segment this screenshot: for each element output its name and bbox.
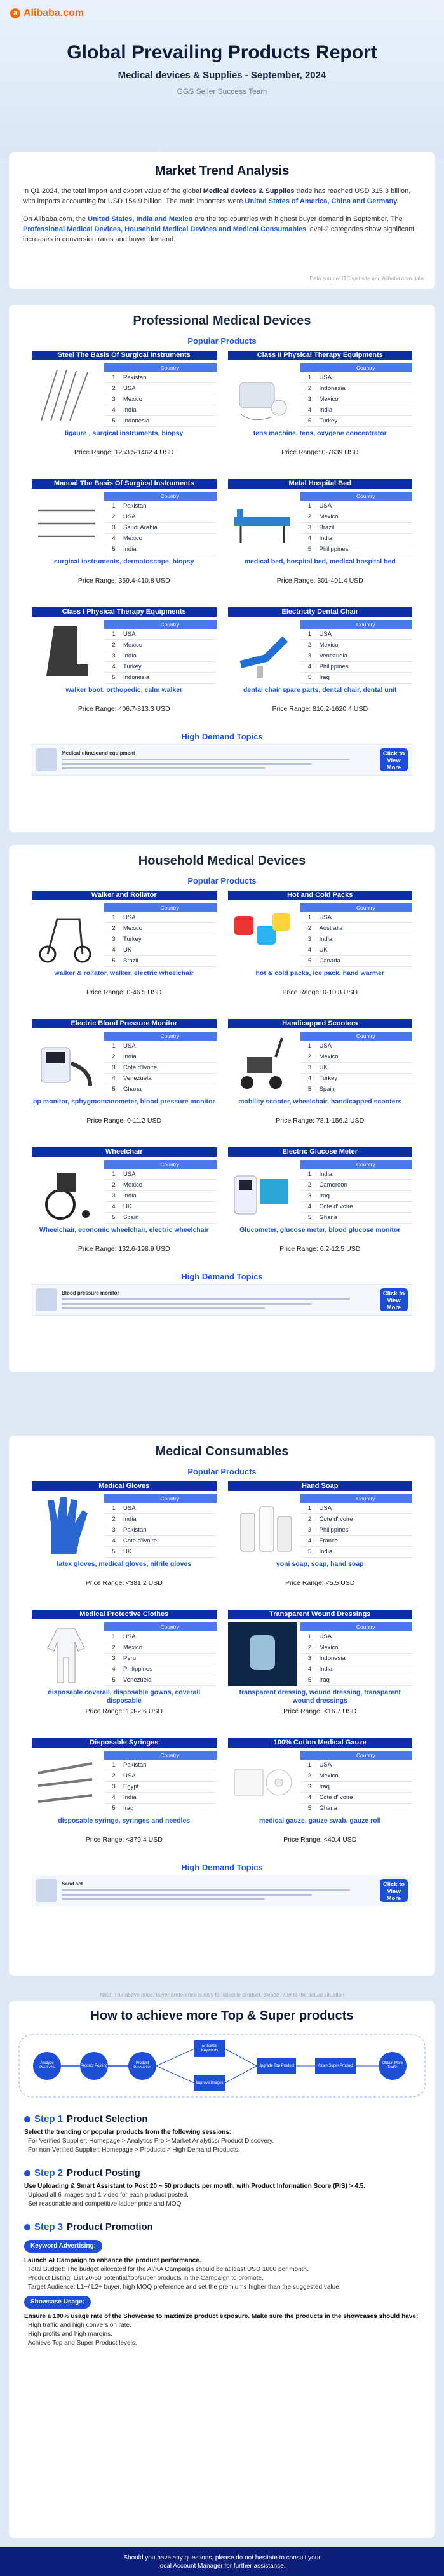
how-to-section bbox=[9, 2001, 435, 2538]
topic-title: Sand set bbox=[62, 1881, 83, 1887]
country-row: 1 USA bbox=[300, 629, 413, 640]
country-row: 2 Mexico bbox=[300, 1051, 413, 1062]
category-title: Household Medical Devices bbox=[138, 854, 306, 868]
country-row: 4 Turkey bbox=[104, 661, 217, 672]
high-demand-heading: High Demand Topics bbox=[181, 732, 263, 741]
country-row: 2 Mexico bbox=[300, 1642, 413, 1653]
price-disclaimer: Note: The above price, buyer preference is only for specific product, please refer to the actual situation bbox=[100, 1992, 344, 1998]
country-row: 5 Ghana bbox=[300, 1212, 413, 1223]
glucose-meter-icon bbox=[228, 1160, 297, 1224]
country-row: 1 Pakistan bbox=[104, 501, 217, 511]
country-table: Country 1 USA 2 Mexico 3 Peru 4 Philippines 5 Venezuela bbox=[104, 1622, 217, 1686]
report-header bbox=[0, 0, 444, 159]
country-row: 5 Iraq bbox=[104, 1803, 217, 1814]
country-row: 3 Venezuela bbox=[300, 651, 413, 661]
step-bullet-icon bbox=[24, 2116, 30, 2122]
product-price-range: Price Range: <16.7 USD bbox=[283, 1708, 357, 1715]
country-row: 2 Mexico bbox=[300, 640, 413, 651]
product-price-range: Price Range: 0-11.2 USD bbox=[86, 1117, 162, 1124]
country-table: Country 1 USA 2 Mexico 3 Brazil 4 India 5 Philippines bbox=[300, 492, 413, 555]
product-keywords: disposable coverall, disposable gowns, coverall disposable bbox=[48, 1689, 201, 1704]
country-row: 4 UK bbox=[300, 945, 413, 955]
country-row: 3 Philippines bbox=[300, 1525, 413, 1535]
product-price-range: Price Range: 406.7-813.3 USD bbox=[77, 705, 170, 713]
country-table: Country 1 Pakistan 2 USA 3 Egypt 4 India 5 Iraq bbox=[104, 1751, 217, 1814]
product-card[interactable] bbox=[228, 1147, 413, 1271]
country-row: 1 Pakistan bbox=[104, 1760, 217, 1770]
popular-products-heading: Popular Products bbox=[187, 1467, 257, 1476]
product-price-range: Price Range: 132.6-198.9 USD bbox=[77, 1245, 170, 1253]
product-keywords: latex gloves, medical gloves, nitrile gloves bbox=[57, 1560, 192, 1568]
country-row: 5 Canada bbox=[300, 955, 413, 966]
country-row: 5 UK bbox=[104, 1546, 217, 1557]
flow-node-keywords: Enhance Keywords bbox=[194, 2040, 225, 2057]
product-price-range: Price Range: 0-10.8 USD bbox=[282, 988, 358, 996]
product-card[interactable] bbox=[228, 1738, 413, 1861]
country-row: 3 Saudi Arabia bbox=[104, 522, 217, 533]
flow-node-super-product: Attain Super Product bbox=[315, 2058, 356, 2074]
product-price-range: Price Range: 78.1-156.2 USD bbox=[276, 1117, 365, 1124]
high-demand-heading: High Demand Topics bbox=[181, 1863, 263, 1872]
country-row: 1 USA bbox=[300, 1631, 413, 1642]
country-row: 2 India bbox=[104, 1514, 217, 1525]
country-row: 5 Venezuela bbox=[104, 1675, 217, 1685]
flow-node-traffic: Obtain More Traffic bbox=[379, 2052, 407, 2080]
product-name: 100% Cotton Medical Gauze bbox=[228, 1738, 413, 1748]
country-row: 5 Iraq bbox=[300, 1675, 413, 1685]
product-grid bbox=[9, 1481, 435, 1861]
country-row: 5 Iraq bbox=[300, 672, 413, 683]
product-keywords: disposable syringe, syringes and needles bbox=[58, 1817, 191, 1824]
product-name: Electricity Dental Chair bbox=[228, 607, 413, 617]
product-card[interactable] bbox=[32, 1019, 217, 1142]
country-row: 2 Mexico bbox=[300, 1770, 413, 1781]
product-keywords: tens machine, tens, oxygene concentrator bbox=[253, 429, 387, 437]
product-price-range: Price Range: 0-7639 USD bbox=[281, 448, 359, 456]
process-flow-diagram bbox=[17, 2031, 427, 2101]
report-team: GGS Seller Success Team bbox=[177, 87, 267, 96]
country-row: 3 Pakistan bbox=[104, 1525, 217, 1535]
product-name: Hand Soap bbox=[228, 1481, 413, 1491]
therapy-equipment-icon bbox=[228, 363, 297, 427]
country-row: 5 Spain bbox=[104, 1212, 217, 1223]
country-row: 5 Indonesia bbox=[104, 672, 217, 683]
country-row: 1 Pakistan bbox=[104, 372, 217, 383]
country-row: 2 Indonesia bbox=[300, 383, 413, 394]
country-row: 3 Iraq bbox=[300, 1190, 413, 1201]
country-row: 3 Peru bbox=[104, 1653, 217, 1664]
country-row: 2 Cameroon bbox=[300, 1180, 413, 1190]
high-demand-topic-card[interactable] bbox=[32, 1875, 412, 1906]
ice-pack-icon bbox=[228, 903, 297, 967]
product-keywords: yoni soap, soap, hand soap bbox=[276, 1560, 364, 1568]
product-card[interactable] bbox=[228, 1610, 413, 1733]
step-bullet-icon bbox=[24, 2170, 30, 2176]
country-table: Country 1 USA 2 Mexico 3 India 4 UK 5 Spain bbox=[104, 1160, 217, 1224]
country-row: 3 Indonesia bbox=[300, 1653, 413, 1664]
country-row: 2 India bbox=[104, 1051, 217, 1062]
product-name: Medical Protective Clothes bbox=[32, 1610, 217, 1619]
country-table: Country 1 USA 2 Mexico 3 Venezuela 4 Philippines 5 Iraq bbox=[300, 620, 413, 684]
country-row: 2 Mexico bbox=[300, 511, 413, 522]
country-row: 1 USA bbox=[104, 629, 217, 640]
country-row: 1 USA bbox=[300, 1760, 413, 1770]
country-row: 4 Cote d'Ivoire bbox=[104, 1535, 217, 1546]
flow-node-top-product: Upgrade Top Product bbox=[257, 2058, 296, 2074]
country-row: 2 USA bbox=[104, 1770, 217, 1781]
soap-icon bbox=[228, 1494, 297, 1558]
product-keywords: transparent dressing, wound dressing, transparent wound dressings bbox=[239, 1689, 401, 1704]
product-name: Manual The Basis Of Surgical Instruments bbox=[32, 479, 217, 489]
product-price-range: Price Range: <40.4 USD bbox=[283, 1836, 357, 1844]
product-card[interactable] bbox=[32, 351, 217, 474]
country-row: 5 Indonesia bbox=[104, 415, 217, 426]
country-table: Country 1 USA 2 Mexico 3 India 4 Turkey 5 Indonesia bbox=[104, 620, 217, 684]
country-row: 3 Mexico bbox=[104, 394, 217, 405]
product-grid bbox=[9, 891, 435, 1271]
country-row: 2 USA bbox=[104, 383, 217, 394]
country-row: 1 India bbox=[300, 1169, 413, 1180]
product-card[interactable] bbox=[32, 607, 217, 731]
product-price-range: Price Range: <5.5 USD bbox=[285, 1579, 355, 1587]
product-keywords: Wheelchair, economic wheelchair, electric wheelchair bbox=[39, 1226, 209, 1234]
category-title: Professional Medical Devices bbox=[133, 314, 311, 328]
country-row: 1 USA bbox=[104, 1631, 217, 1642]
country-row: 3 Mexico bbox=[300, 394, 413, 405]
country-table: Country 1 Pakistan 2 USA 3 Mexico 4 India 5 Indonesia bbox=[104, 363, 217, 427]
country-table: Country 1 Pakistan 2 USA 3 Saudi Arabia 4 Mexico 5 India bbox=[104, 492, 217, 555]
product-name: Class II Physical Therapy Equipments bbox=[228, 351, 413, 360]
country-row: 2 USA bbox=[104, 511, 217, 522]
country-row: 2 Australia bbox=[300, 923, 413, 934]
product-card[interactable] bbox=[32, 891, 217, 1014]
product-keywords: walker & rollator, walker, electric wheelchair bbox=[54, 969, 194, 977]
high-demand-heading: High Demand Topics bbox=[181, 1272, 263, 1281]
country-row: 4 Turkey bbox=[300, 1073, 413, 1084]
dental-chair-icon bbox=[228, 620, 297, 684]
product-price-range: Price Range: <379.4 USD bbox=[85, 1836, 163, 1844]
category-section bbox=[9, 845, 435, 1372]
topic-thumbnail bbox=[36, 1288, 57, 1311]
country-table: Country 1 USA 2 Australia 3 India 4 UK 5 Canada bbox=[300, 903, 413, 967]
scalpel-icon bbox=[32, 492, 100, 555]
gauze-icon bbox=[228, 1751, 297, 1814]
footer-banner: Should you have any questions, please do not hesitate to consult your local Account Manager for further assistance. bbox=[0, 2547, 444, 2576]
step-1-block: Step 1 Product Selection Select the trending or popular products from the following sessions: For Verified Supplier: Homepage > Analytics Pro > Market Analytics/ Product Discovery. For non-Verified Supplier: Homepage > Products > High Demand Products. bbox=[24, 2114, 274, 2154]
product-card[interactable] bbox=[32, 1481, 217, 1605]
report-subtitle: Medical devices & Supplies - September, 2024 bbox=[118, 70, 326, 81]
popular-products-heading: Popular Products bbox=[187, 876, 257, 886]
product-name: Class I Physical Therapy Equipments bbox=[32, 607, 217, 617]
product-card[interactable] bbox=[228, 351, 413, 474]
product-name: Metal Hospital Bed bbox=[228, 479, 413, 489]
topic-thumbnail bbox=[36, 748, 57, 771]
country-row: 4 France bbox=[300, 1535, 413, 1546]
syringe-icon bbox=[32, 1751, 100, 1814]
country-row: 4 Philippines bbox=[300, 661, 413, 672]
product-card[interactable] bbox=[228, 1481, 413, 1605]
country-table: Country 1 USA 2 India 3 Pakistan 4 Cote d'Ivoire 5 UK bbox=[104, 1494, 217, 1558]
high-demand-topic-card[interactable] bbox=[32, 1284, 412, 1316]
product-keywords: medical bed, hospital bed, medical hospital bed bbox=[244, 558, 396, 565]
product-card[interactable] bbox=[228, 891, 413, 1014]
country-row: 5 Spain bbox=[300, 1084, 413, 1095]
category-title: Medical Consumables bbox=[155, 1445, 289, 1459]
flow-node-promotion: Product Promotion bbox=[128, 2052, 156, 2080]
country-row: 2 Mexico bbox=[104, 1180, 217, 1190]
how-title: How to achieve more Top & Super products bbox=[90, 2009, 354, 2023]
country-row: 3 India bbox=[300, 934, 413, 945]
country-row: 3 Turkey bbox=[104, 934, 217, 945]
product-keywords: Glucometer, glucose meter, blood glucose monitor bbox=[239, 1226, 401, 1234]
high-demand-topic-card[interactable] bbox=[32, 744, 412, 776]
trend-title: Market Trend Analysis bbox=[154, 164, 290, 178]
topic-title: Medical ultrasound equipment bbox=[62, 750, 135, 756]
product-name: Wheelchair bbox=[32, 1147, 217, 1157]
country-row: 4 India bbox=[300, 533, 413, 544]
country-row: 5 Philippines bbox=[300, 544, 413, 555]
wound-dressing-icon bbox=[228, 1622, 297, 1686]
country-row: 5 Ghana bbox=[104, 1084, 217, 1095]
product-card[interactable] bbox=[32, 1738, 217, 1861]
product-name: Steel The Basis Of Surgical Instruments bbox=[32, 351, 217, 360]
alibaba-logo[interactable]: a Alibaba.com bbox=[10, 8, 84, 19]
country-row: 3 UK bbox=[300, 1062, 413, 1073]
product-keywords: surgical instruments, dermatoscope, biopsy bbox=[53, 558, 194, 565]
country-row: 4 Philippines bbox=[104, 1664, 217, 1675]
market-trend-card bbox=[9, 152, 435, 289]
country-row: 1 USA bbox=[104, 1041, 217, 1051]
product-keywords: walker boot, orthopedic, calm walker bbox=[65, 686, 183, 694]
gloves-icon bbox=[32, 1494, 100, 1558]
product-price-range: Price Range: 1253.5-1462.4 USD bbox=[74, 448, 174, 456]
view-more-button[interactable]: Click to View More bbox=[380, 1879, 408, 1902]
product-name: Walker and Rollator bbox=[32, 891, 217, 900]
country-row: 1 USA bbox=[300, 1041, 413, 1051]
product-name: Electric Glucose Meter bbox=[228, 1147, 413, 1157]
product-card[interactable] bbox=[228, 479, 413, 602]
product-name: Transparent Wound Dressings bbox=[228, 1610, 413, 1619]
product-grid bbox=[9, 351, 435, 731]
step-2-intro: Use Uploading & Smart Assistant to Post 20 ~ 50 products per month, with Product Information Score (PIS) > 4.5. bbox=[24, 2183, 365, 2190]
country-table: Country 1 USA 2 Mexico 3 Indonesia 4 India 5 Iraq bbox=[300, 1622, 413, 1686]
scooter-icon bbox=[228, 1032, 297, 1095]
product-card[interactable] bbox=[228, 1019, 413, 1142]
product-card[interactable] bbox=[32, 1610, 217, 1733]
surgical-instruments-icon bbox=[32, 363, 100, 427]
country-row: 2 Cote d'Ivoire bbox=[300, 1514, 413, 1525]
category-section bbox=[9, 1436, 435, 1976]
country-row: 3 Iraq bbox=[300, 1781, 413, 1792]
country-row: 1 USA bbox=[300, 1503, 413, 1514]
hospital-bed-icon bbox=[228, 492, 297, 555]
product-price-range: Price Range: 359.4-410.8 USD bbox=[77, 577, 170, 584]
product-name: Disposable Syringes bbox=[32, 1738, 217, 1748]
view-more-button[interactable]: Click to View More bbox=[380, 748, 408, 771]
country-row: 3 Egypt bbox=[104, 1781, 217, 1792]
product-price-range: Price Range: <381.2 USD bbox=[85, 1579, 163, 1587]
country-row: 1 USA bbox=[104, 912, 217, 923]
product-card[interactable] bbox=[228, 607, 413, 731]
country-table: Country 1 India 2 Cameroon 3 Iraq 4 Cote d'Ivoire 5 Ghana bbox=[300, 1160, 413, 1224]
country-row: 4 Mexico bbox=[104, 533, 217, 544]
country-row: 4 UK bbox=[104, 945, 217, 955]
product-keywords: medical gauze, gauze swab, gauze roll bbox=[259, 1817, 381, 1824]
trend-paragraph-1: In Q1 2024, the total import and export value of the global Medical devices & Supplies trade has reached USD 315.3 billion, with imports accounting for USD 154.9 billion. The main importers were United States of America, China and Germany. bbox=[23, 187, 411, 205]
showcase-usage-pill: Showcase Usage: bbox=[24, 2296, 91, 2309]
country-row: 4 Venezuela bbox=[104, 1073, 217, 1084]
product-name: Electric Blood Pressure Monitor bbox=[32, 1019, 217, 1028]
country-table: Country 1 USA 2 Cote d'Ivoire 3 Philippines 4 France 5 India bbox=[300, 1494, 413, 1558]
product-price-range: Price Range: 1.3-2.6 USD bbox=[85, 1708, 163, 1715]
country-row: 4 Cote d'Ivoire bbox=[300, 1792, 413, 1803]
country-row: 2 Mexico bbox=[104, 923, 217, 934]
product-keywords: dental chair spare parts, dental chair, dental unit bbox=[243, 686, 397, 694]
step-1-intro: Select the trending or popular products from the following sessions: bbox=[24, 2129, 232, 2136]
product-keywords: mobility scooter, wheelchair, handicapped scooters bbox=[238, 1098, 402, 1105]
topic-title: Blood pressure monitor bbox=[62, 1290, 119, 1296]
view-more-button[interactable]: Click to View More bbox=[380, 1288, 408, 1311]
product-price-range: Price Range: 0-46.5 USD bbox=[86, 988, 162, 996]
topic-thumbnail bbox=[36, 1879, 57, 1902]
bp-monitor-icon bbox=[32, 1032, 100, 1095]
keyword-advertising-pill: Keyword Advertising: bbox=[24, 2240, 102, 2253]
country-row: 3 India bbox=[104, 651, 217, 661]
walker-boot-icon bbox=[32, 620, 100, 684]
trend-paragraph-2: On Alibaba.com, the United States, India and Mexico are the top countries with highest buyer demand in September. The Professional Medical Devices, Household Medical Devices and Medical Consumables level-2 categories show significant increases in conversion rates and buyer demand. bbox=[23, 215, 415, 243]
country-row: 5 Ghana bbox=[300, 1803, 413, 1814]
country-row: 5 Brazil bbox=[104, 955, 217, 966]
product-keywords: hot & cold packs, ice pack, hand warmer bbox=[255, 969, 384, 977]
product-price-range: Price Range: 6.2-12.5 USD bbox=[279, 1245, 361, 1253]
country-row: 1 USA bbox=[300, 501, 413, 511]
category-section bbox=[9, 305, 435, 832]
trend-source-note: Data source: ITC website and Alibaba.com data bbox=[309, 275, 424, 281]
product-keywords: bp monitor, sphygmomanometer, blood pressure monitor bbox=[33, 1098, 215, 1105]
alibaba-logo-icon: a bbox=[10, 8, 20, 18]
country-row: 2 Mexico bbox=[104, 640, 217, 651]
product-card[interactable] bbox=[32, 479, 217, 602]
report-title: Global Prevailing Products Report bbox=[67, 42, 377, 63]
rollator-icon bbox=[32, 903, 100, 967]
country-row: 1 USA bbox=[300, 372, 413, 383]
country-row: 5 Turkey bbox=[300, 415, 413, 426]
country-row: 2 Mexico bbox=[104, 1642, 217, 1653]
product-name: Medical Gloves bbox=[32, 1481, 217, 1491]
country-row: 1 USA bbox=[300, 912, 413, 923]
country-row: 3 Brazil bbox=[300, 522, 413, 533]
product-card[interactable] bbox=[32, 1147, 217, 1271]
popular-products-heading: Popular Products bbox=[187, 336, 257, 346]
country-row: 4 UK bbox=[104, 1201, 217, 1212]
flow-node-posting: Product Posting bbox=[80, 2052, 108, 2080]
country-table: Country 1 USA 2 Indonesia 3 Mexico 4 India 5 Turkey bbox=[300, 363, 413, 427]
step-3-block: Step 3 Product Promotion Keyword Advertising: Launch AI Campaign to enhance the product performance. Total Budget: The budget allocated for the AI/KA Campaign should be at least USD 1000 per month. Product Listing: List 20-50 potential/top/super products in the Campaign to promote. Target Audience: L1+/ L2+ buyer, high MOQ preference and set the premiums higher than the suggested value. Showcase Usage: Ensure a 100% usage rate of the Showcase to maximize product exposure. Make sure the products in the showcases should have: High traffic and high conversion rate. High profits and high margins. Achieve Top and Super Product levels. bbox=[24, 2222, 419, 2347]
country-row: 4 India bbox=[104, 405, 217, 415]
country-table: Country 1 USA 2 India 3 Cote d'Ivoire 4 Venezuela 5 Ghana bbox=[104, 1032, 217, 1095]
step-2-block: Step 2 Product Posting Use Uploading & Smart Assistant to Post 20 ~ 50 products per month, with Product Information Score (PIS) > 4.5. Upload all 6 images and 1 video for each product posted. Set reasonable and competitive ladder price and MOQ. bbox=[24, 2168, 365, 2208]
country-table: Country 1 USA 2 Mexico 3 Iraq 4 Cote d'Ivoire 5 Ghana bbox=[300, 1751, 413, 1814]
country-row: 1 USA bbox=[104, 1503, 217, 1514]
country-table: Country 1 USA 2 Mexico 3 Turkey 4 UK 5 Brazil bbox=[104, 903, 217, 967]
coverall-icon bbox=[32, 1622, 100, 1686]
product-price-range: Price Range: 301-401.4 USD bbox=[276, 577, 363, 584]
product-price-range: Price Range: 810.2-1620.4 USD bbox=[272, 705, 368, 713]
product-name: Handicapped Scooters bbox=[228, 1019, 413, 1028]
country-row: 5 India bbox=[300, 1546, 413, 1557]
country-row: 4 India bbox=[300, 405, 413, 415]
country-row: 3 India bbox=[104, 1190, 217, 1201]
country-row: 4 India bbox=[300, 1664, 413, 1675]
country-row: 5 India bbox=[104, 544, 217, 555]
country-row: 1 USA bbox=[104, 1169, 217, 1180]
product-name: Hot and Cold Packs bbox=[228, 891, 413, 900]
wheelchair-icon bbox=[32, 1160, 100, 1224]
country-row: 3 Cote d'Ivoire bbox=[104, 1062, 217, 1073]
country-table: Country 1 USA 2 Mexico 3 UK 4 Turkey 5 Spain bbox=[300, 1032, 413, 1095]
product-keywords: ligaure , surgical instruments, biopsy bbox=[65, 429, 184, 437]
country-row: 4 India bbox=[104, 1792, 217, 1803]
flow-node-analyze: Analyze Products bbox=[33, 2052, 61, 2080]
country-row: 4 Cote d'Ivoire bbox=[300, 1201, 413, 1212]
flow-node-images: Improve Images bbox=[194, 2075, 225, 2091]
step-bullet-icon bbox=[24, 2224, 30, 2230]
